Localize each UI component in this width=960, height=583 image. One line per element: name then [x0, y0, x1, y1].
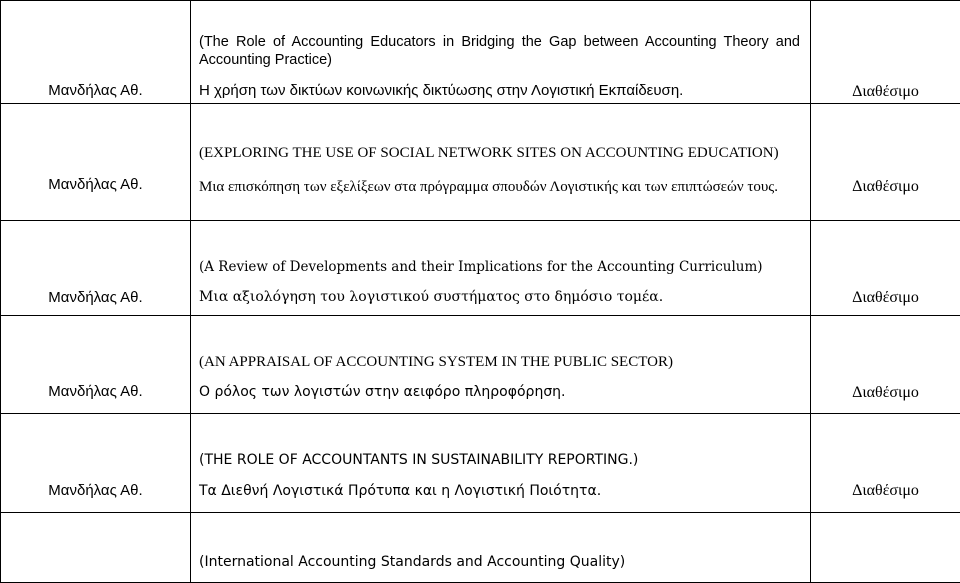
english-title: (AN APPRAISAL OF ACCOUNTING SYSTEM IN THE PUBLIC SECTOR) [199, 353, 800, 371]
title-cell [191, 104, 811, 221]
english-title: (International Accounting Standards and Accounting Quality) [199, 552, 800, 572]
title-cell [191, 414, 811, 513]
availability-status: Διαθέσιμο [811, 482, 960, 500]
availability-status: Διαθέσιμο [811, 83, 960, 101]
author-cell [1, 316, 191, 414]
availability-status: Διαθέσιμο [811, 178, 960, 196]
author-name: Μανδήλας Αθ. [1, 482, 190, 500]
author-cell [1, 513, 191, 583]
title-cell [191, 1, 811, 104]
availability-status: Διαθέσιμο [811, 289, 960, 307]
table-row [1, 221, 960, 316]
author-cell [1, 104, 191, 221]
title-cell [191, 221, 811, 316]
status-cell [811, 221, 960, 316]
greek-title: Ο ρόλος των λογιστών στην αειφόρο πληροφόρηση. [199, 382, 800, 402]
author-name: Μανδήλας Αθ. [1, 82, 190, 100]
author-cell [1, 414, 191, 513]
english-title: (EXPLORING THE USE OF SOCIAL NETWORK SITES ON ACCOUNTING EDUCATION) [199, 144, 800, 162]
author-name: Μανδήλας Αθ. [1, 289, 190, 307]
table-row [1, 513, 960, 583]
status-cell [811, 316, 960, 414]
author-cell [1, 1, 191, 104]
status-cell [811, 513, 960, 583]
english-title: (A Review of Developments and their Implications for the Accounting Curriculum) [199, 258, 800, 276]
table-row [1, 1, 960, 104]
status-cell [811, 1, 960, 104]
author-name: Μανδήλας Αθ. [1, 383, 190, 401]
english-title: (THE ROLE OF ACCOUNTANTS IN SUSTAINABILITY REPORTING.) [199, 451, 800, 469]
status-cell [811, 414, 960, 513]
greek-title: Μια επισκόπηση των εξελίξεων στα πρόγραμμα σπουδών Λογιστικής και των επιπτώσεών τους. [199, 176, 800, 198]
author-cell [1, 221, 191, 316]
table-row [1, 414, 960, 513]
greek-title: Τα Διεθνή Λογιστικά Πρότυπα και η Λογιστική Ποιότητα. [199, 481, 800, 501]
title-cell [191, 316, 811, 414]
status-cell [811, 104, 960, 221]
table-row [1, 104, 960, 221]
greek-title: Η χρήση των δικτύων κοινωνικής δικτύωσης στην Λογιστική Εκπαίδευση. [199, 82, 800, 100]
title-cell [191, 513, 811, 583]
table-row [1, 316, 960, 414]
greek-title: Μια αξιολόγηση του λογιστικού συστήματος στο δημόσιο τομέα. [199, 287, 800, 307]
availability-status: Διαθέσιμο [811, 384, 960, 402]
english-title: (The Role of Accounting Educators in Bridging the Gap between Accounting Theory and Accounting Practice) [199, 33, 800, 69]
author-name: Μανδήλας Αθ. [1, 176, 190, 194]
